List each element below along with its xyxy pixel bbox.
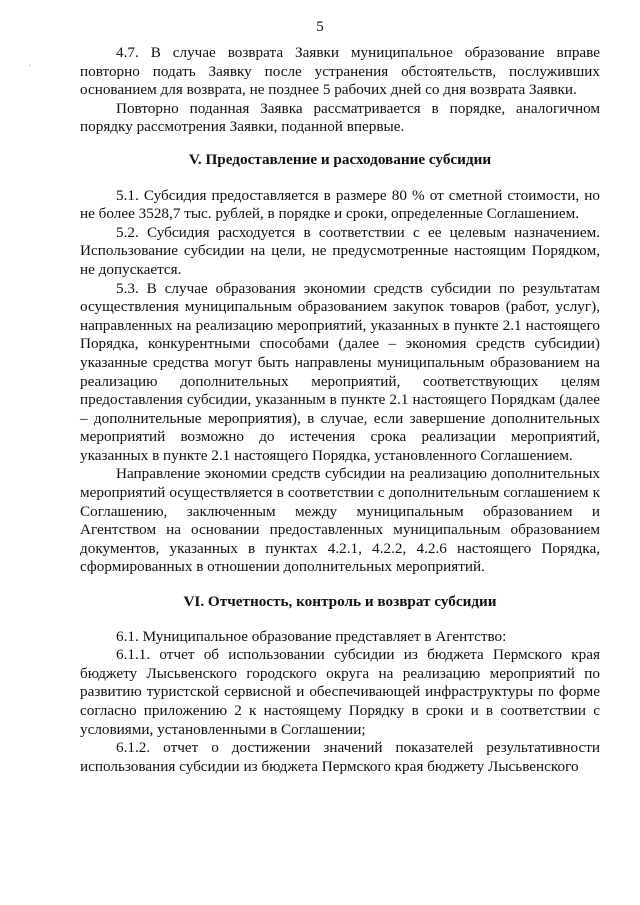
paragraph-5-2: 5.2. Субсидия расходуется в соответствии с ее целевым назначением. Использование субсидии на цели, не предусмотренные настоящим Порядком, не допускается. xyxy=(80,223,600,278)
page-body xyxy=(80,44,600,776)
section-6-heading: VI. Отчетность, контроль и возврат субсидии xyxy=(183,593,497,611)
paragraph-4-7-repeat: Повторно поданная Заявка рассматривается в порядке, аналогичном порядку рассмотрения Заявки, поданной впервые. xyxy=(80,99,600,136)
paragraph-4-7: 4.7. В случае возврата Заявки муниципальное образование вправе повторно подать Заявку после устранения обстоятельств, послуживших основанием для возврата, не позднее 5 рабочих дней со дня возврата Заявки. xyxy=(80,44,600,99)
paragraph-6-1-2: 6.1.2. отчет о достижении значений показателей результативности использования субсидии из бюджета Пермского края бюджету Лысьвенского xyxy=(80,739,600,775)
paragraph-6-1: 6.1. Муниципальное образование представляет в Агентство: xyxy=(116,627,507,645)
paragraph-6-1-1: 6.1.1. отчет об использовании субсидии из бюджета Пермского края бюджету Лысьвенского городского округа на реализацию мероприятий по развитию туристской сервисной и обеспечивающей инфраструктуры по форме согласно приложению 2 к настоящему Порядку в сроки и в соответствии с условиями, установленными в Соглашении; xyxy=(80,646,600,738)
section-5-heading: V. Предоставление и расходование субсидии xyxy=(188,150,492,168)
paragraph-5-3: 5.3. В случае образования экономии средств субсидии по результатам осуществления муниципальным образованием закупок товаров (работ, услуг), направленных на реализацию мероприятий, указанных в пункте 2.1 настоящего Порядка, конкурентными способами (далее – экономия средств субсидии) указанные средства могут быть направлены муниципальным образованием на реализацию дополнительных мероприятий, соответствующих целям предоставления субсидии, указанным в пункте 2.1 настоящего Порядкам (далее – дополнительные мероприятия), в случае, если завершение дополнительных мероприятий возможно до истечения срока реализации мероприятий, указанных в пункте 2.1 настоящего Порядка, установленного Соглашением. xyxy=(80,279,600,464)
page-number: 5 xyxy=(316,19,324,35)
paragraph-5-1: 5.1. Субсидия предоставляется в размере 80 % от сметной стоимости, но не более 3528,7 тыс. рублей, в порядке и сроки, определенные Соглашением. xyxy=(80,186,600,223)
paragraph-5-3-direction: Направление экономии средств субсидии на реализацию дополнительных мероприятий осуществляется в соответствии с дополнительным соглашением к Соглашению, заключенным между муниципальным образованием и Агентством на основании предоставленных муниципальным образованием документов, указанных в пунктах 4.2.1, 4.2.2, 4.2.6 настоящего Порядка, сформированных в отношении дополнительных мероприятий. xyxy=(80,465,600,576)
scan-artifact: · xyxy=(28,61,32,72)
